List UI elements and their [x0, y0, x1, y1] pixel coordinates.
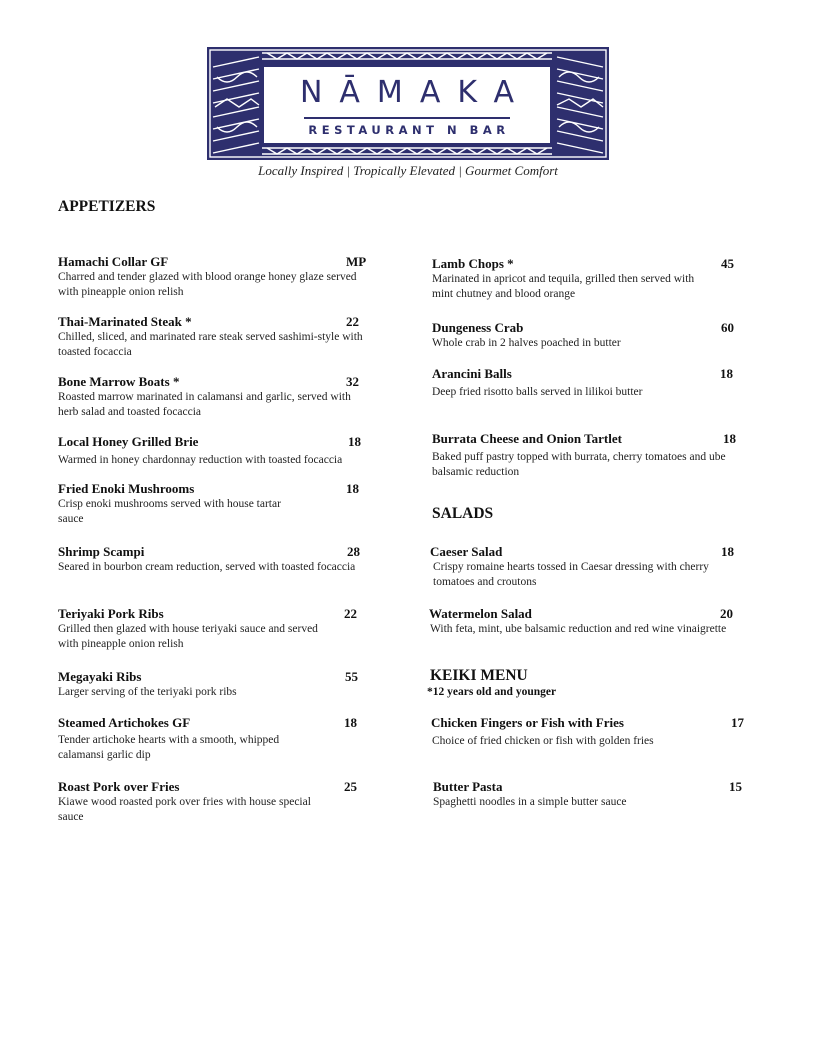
item-price: 55 — [345, 669, 358, 684]
item-name: Teriyaki Pork Ribs — [58, 606, 164, 621]
salads-heading: SALADS — [432, 505, 494, 522]
logo-title: NĀMAKA — [299, 75, 532, 110]
item-description: Choice of fried chicken or fish with golden fries — [432, 735, 654, 747]
item-price: 18 — [723, 431, 736, 446]
item-description: Deep fried risotto balls served in lilikoi butter — [432, 386, 643, 398]
item-price: 15 — [729, 779, 742, 794]
tagline: Locally Inspired | Tropically Elevated | Gourmet Comfort — [258, 163, 558, 178]
item-price: 18 — [721, 544, 734, 559]
item-description: Baked puff pastry topped with burrata, cherry tomatoes and ube balsamic reduction — [432, 451, 726, 478]
item-description: Charred and tender glazed with blood orange honey glaze served with pineapple onion relish — [58, 271, 357, 298]
item-description: Grilled then glazed with house teriyaki sauce and served with pineapple onion relish — [58, 623, 318, 650]
item-name: Dungeness Crab — [432, 320, 524, 335]
item-name: Megayaki Ribs — [58, 669, 142, 684]
item-name: Bone Marrow Boats * — [58, 374, 180, 389]
logo-subtitle: RESTAURANT N BAR — [308, 123, 510, 137]
item-name: Caeser Salad — [430, 544, 503, 559]
item-price: 18 — [720, 366, 733, 381]
item-description: With feta, mint, ube balsamic reduction and red wine vinaigrette — [430, 623, 727, 635]
item-name: Butter Pasta — [433, 779, 503, 794]
item-price: 25 — [344, 779, 357, 794]
item-price: 20 — [720, 606, 733, 621]
item-price: 22 — [346, 314, 359, 329]
item-description: Chilled, sliced, and marinated rare steak served sashimi-style with toasted focaccia — [58, 331, 363, 358]
item-price: 45 — [721, 256, 734, 271]
appetizers-heading: APPETIZERS — [58, 198, 156, 215]
item-description: Crisp enoki mushrooms served with house tartar sauce — [58, 498, 281, 525]
item-price: MP — [346, 254, 367, 269]
item-description: Kiawe wood roasted pork over fries with house special sauce — [58, 796, 311, 823]
item-name: Chicken Fingers or Fish with Fries — [431, 715, 624, 730]
item-price: 32 — [346, 374, 359, 389]
item-description: Warmed in honey chardonnay reduction with toasted focaccia — [58, 454, 343, 466]
item-price: 60 — [721, 320, 734, 335]
item-price: 18 — [348, 434, 361, 449]
item-price: 17 — [731, 715, 744, 730]
item-description: Whole crab in 2 halves poached in butter — [432, 337, 621, 349]
item-name: Lamb Chops * — [432, 256, 514, 271]
item-name: Local Honey Grilled Brie — [58, 434, 199, 449]
item-price: 18 — [344, 715, 357, 730]
item-description: Roasted marrow marinated in calamansi and garlic, served with herb salad and toasted focaccia — [58, 391, 351, 418]
item-description: Crispy romaine hearts tossed in Caesar dressing with cherry tomatoes and croutons — [433, 561, 709, 588]
item-description: Tender artichoke hearts with a smooth, whipped calamansi garlic dip — [58, 734, 280, 761]
item-name: Fried Enoki Mushrooms — [58, 481, 195, 496]
keiki-menu-heading: KEIKI MENU — [430, 667, 528, 684]
item-description: Seared in bourbon cream reduction, served with toasted focaccia — [58, 561, 356, 573]
item-description: Marinated in apricot and tequila, grilled then served with mint chutney and blood orange — [432, 273, 695, 300]
item-name: Thai-Marinated Steak * — [58, 314, 192, 329]
item-name: Arancini Balls — [432, 366, 512, 381]
item-price: 22 — [344, 606, 357, 621]
item-description: Larger serving of the teriyaki pork ribs — [58, 686, 237, 698]
item-name: Hamachi Collar GF — [58, 254, 169, 269]
item-price: 18 — [346, 481, 359, 496]
restaurant-logo — [207, 47, 609, 160]
item-name: Watermelon Salad — [429, 606, 532, 621]
keiki-age-note: *12 years old and younger — [427, 686, 557, 698]
item-price: 28 — [347, 544, 360, 559]
item-name: Roast Pork over Fries — [58, 779, 180, 794]
logo-panel — [262, 65, 552, 145]
item-name: Shrimp Scampi — [58, 544, 145, 559]
item-description: Spaghetti noodles in a simple butter sauce — [433, 796, 627, 808]
item-name: Burrata Cheese and Onion Tartlet — [432, 431, 622, 446]
item-name: Steamed Artichokes GF — [58, 715, 191, 730]
logo-divider — [304, 117, 510, 119]
